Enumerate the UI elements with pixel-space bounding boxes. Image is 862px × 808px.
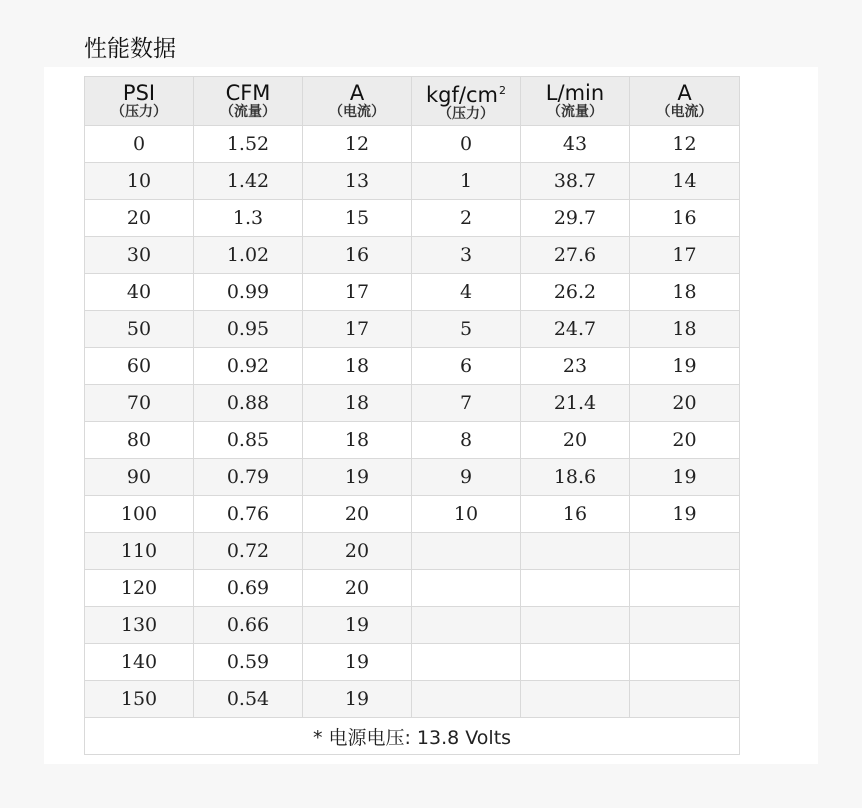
cfm-cell: 0.88 [194,385,303,422]
amps-cell: 19 [303,459,412,496]
psi-cell: 110 [85,533,194,570]
amps-metric-cell [630,644,740,681]
l-min-cell: 18.6 [521,459,630,496]
amps-metric-cell [630,533,740,570]
cfm-cell: 0.66 [194,607,303,644]
l-min-cell: 23 [521,348,630,385]
kgf-cm2-cell: 9 [412,459,521,496]
amps-metric-cell: 19 [630,459,740,496]
table-row [85,311,740,348]
header-l-min [521,77,630,126]
table-row [85,422,740,459]
header-label: kgf/cm [426,82,498,107]
psi-cell: 10 [85,163,194,200]
header-sublabel: （压力） [438,105,494,122]
l-min-cell [521,570,630,607]
amps-cell: 20 [303,533,412,570]
amps-cell: 16 [303,237,412,274]
table-body [85,126,740,755]
amps-cell: 19 [303,681,412,718]
header-sublabel: （电流） [656,103,713,120]
psi-cell: 20 [85,200,194,237]
cfm-cell: 0.69 [194,570,303,607]
psi-cell: 50 [85,311,194,348]
kgf-cm2-cell [412,681,521,718]
header-label: A [677,80,692,105]
cfm-cell: 0.76 [194,496,303,533]
l-min-cell: 20 [521,422,630,459]
footnote-row [85,718,740,755]
table-row [85,496,740,533]
l-min-cell: 43 [521,126,630,163]
amps-cell: 17 [303,274,412,311]
table-header-row [85,77,740,126]
kgf-cm2-cell: 8 [412,422,521,459]
cfm-cell: 1.02 [194,237,303,274]
cfm-cell: 1.42 [194,163,303,200]
amps-metric-cell: 20 [630,422,740,459]
amps-cell: 18 [303,385,412,422]
header-psi [85,77,194,126]
table-row [85,385,740,422]
psi-cell: 40 [85,274,194,311]
cfm-cell: 0.59 [194,644,303,681]
l-min-cell: 29.7 [521,200,630,237]
table-row [85,644,740,681]
psi-cell: 120 [85,570,194,607]
amps-metric-cell: 20 [630,385,740,422]
amps-metric-cell: 14 [630,163,740,200]
kgf-cm2-cell: 2 [412,200,521,237]
cfm-cell: 0.79 [194,459,303,496]
kgf-cm2-cell: 1 [412,163,521,200]
cfm-cell: 0.99 [194,274,303,311]
header-sublabel: （流量） [220,103,276,120]
cfm-cell: 0.54 [194,681,303,718]
amps-cell: 18 [303,422,412,459]
header-sublabel: （压力） [111,103,167,120]
amps-metric-cell: 18 [630,311,740,348]
table-row [85,237,740,274]
amps-metric-cell [630,681,740,718]
cfm-cell: 0.85 [194,422,303,459]
table-row [85,348,740,385]
amps-metric-cell: 12 [630,126,740,163]
performance-table [84,76,740,755]
kgf-cm2-cell [412,607,521,644]
psi-cell: 70 [85,385,194,422]
psi-cell: 100 [85,496,194,533]
header-sublabel: （流量） [547,103,603,120]
amps-metric-cell: 19 [630,348,740,385]
header-amps-imperial [303,77,412,126]
kgf-cm2-cell: 3 [412,237,521,274]
header-label: PSI [122,80,156,105]
kgf-cm2-cell: 4 [412,274,521,311]
amps-metric-cell: 19 [630,496,740,533]
table-row [85,274,740,311]
kgf-cm2-cell [412,533,521,570]
table-row [85,126,740,163]
psi-cell: 140 [85,644,194,681]
psi-cell: 30 [85,237,194,274]
amps-cell: 17 [303,311,412,348]
table-row [85,681,740,718]
cfm-cell: 1.3 [194,200,303,237]
table-row [85,163,740,200]
amps-cell: 20 [303,570,412,607]
cfm-cell: 1.52 [194,126,303,163]
kgf-cm2-cell: 0 [412,126,521,163]
table-row [85,607,740,644]
amps-cell: 19 [303,644,412,681]
l-min-cell: 16 [521,496,630,533]
amps-metric-cell [630,570,740,607]
header-kgf-cm2 [412,77,521,126]
table-row [85,533,740,570]
amps-cell: 13 [303,163,412,200]
header-superscript: 2 [498,83,506,97]
l-min-cell: 27.6 [521,237,630,274]
header-label: CFM [225,80,271,105]
cfm-cell: 0.72 [194,533,303,570]
amps-cell: 12 [303,126,412,163]
l-min-cell: 21.4 [521,385,630,422]
performance-panel [44,67,818,764]
kgf-cm2-cell: 7 [412,385,521,422]
table-row [85,459,740,496]
l-min-cell: 38.7 [521,163,630,200]
header-cfm [194,77,303,126]
l-min-cell [521,644,630,681]
cfm-cell: 0.95 [194,311,303,348]
l-min-cell [521,533,630,570]
amps-metric-cell: 18 [630,274,740,311]
l-min-cell [521,607,630,644]
psi-cell: 130 [85,607,194,644]
psi-cell: 150 [85,681,194,718]
psi-cell: 80 [85,422,194,459]
psi-cell: 90 [85,459,194,496]
header-label: L/min [545,80,605,105]
l-min-cell: 26.2 [521,274,630,311]
amps-cell: 20 [303,496,412,533]
header-sublabel: （电流） [329,103,385,120]
psi-cell: 60 [85,348,194,385]
cfm-cell: 0.92 [194,348,303,385]
amps-cell: 19 [303,607,412,644]
header-amps-metric [630,77,740,126]
psi-cell: 0 [85,126,194,163]
kgf-cm2-cell [412,644,521,681]
amps-cell: 15 [303,200,412,237]
kgf-cm2-cell: 10 [412,496,521,533]
kgf-cm2-cell [412,570,521,607]
kgf-cm2-cell: 6 [412,348,521,385]
header-label: A [349,80,365,105]
amps-cell: 18 [303,348,412,385]
kgf-cm2-cell: 5 [412,311,521,348]
table-row [85,570,740,607]
table-row [85,200,740,237]
voltage-note: * 电源电压: 13.8 Volts [85,718,740,755]
header-label-wrap [412,80,520,106]
amps-metric-cell: 16 [630,200,740,237]
l-min-cell: 24.7 [521,311,630,348]
amps-metric-cell [630,607,740,644]
l-min-cell [521,681,630,718]
page-title: 性能数据 [84,36,176,62]
amps-metric-cell: 17 [630,237,740,274]
